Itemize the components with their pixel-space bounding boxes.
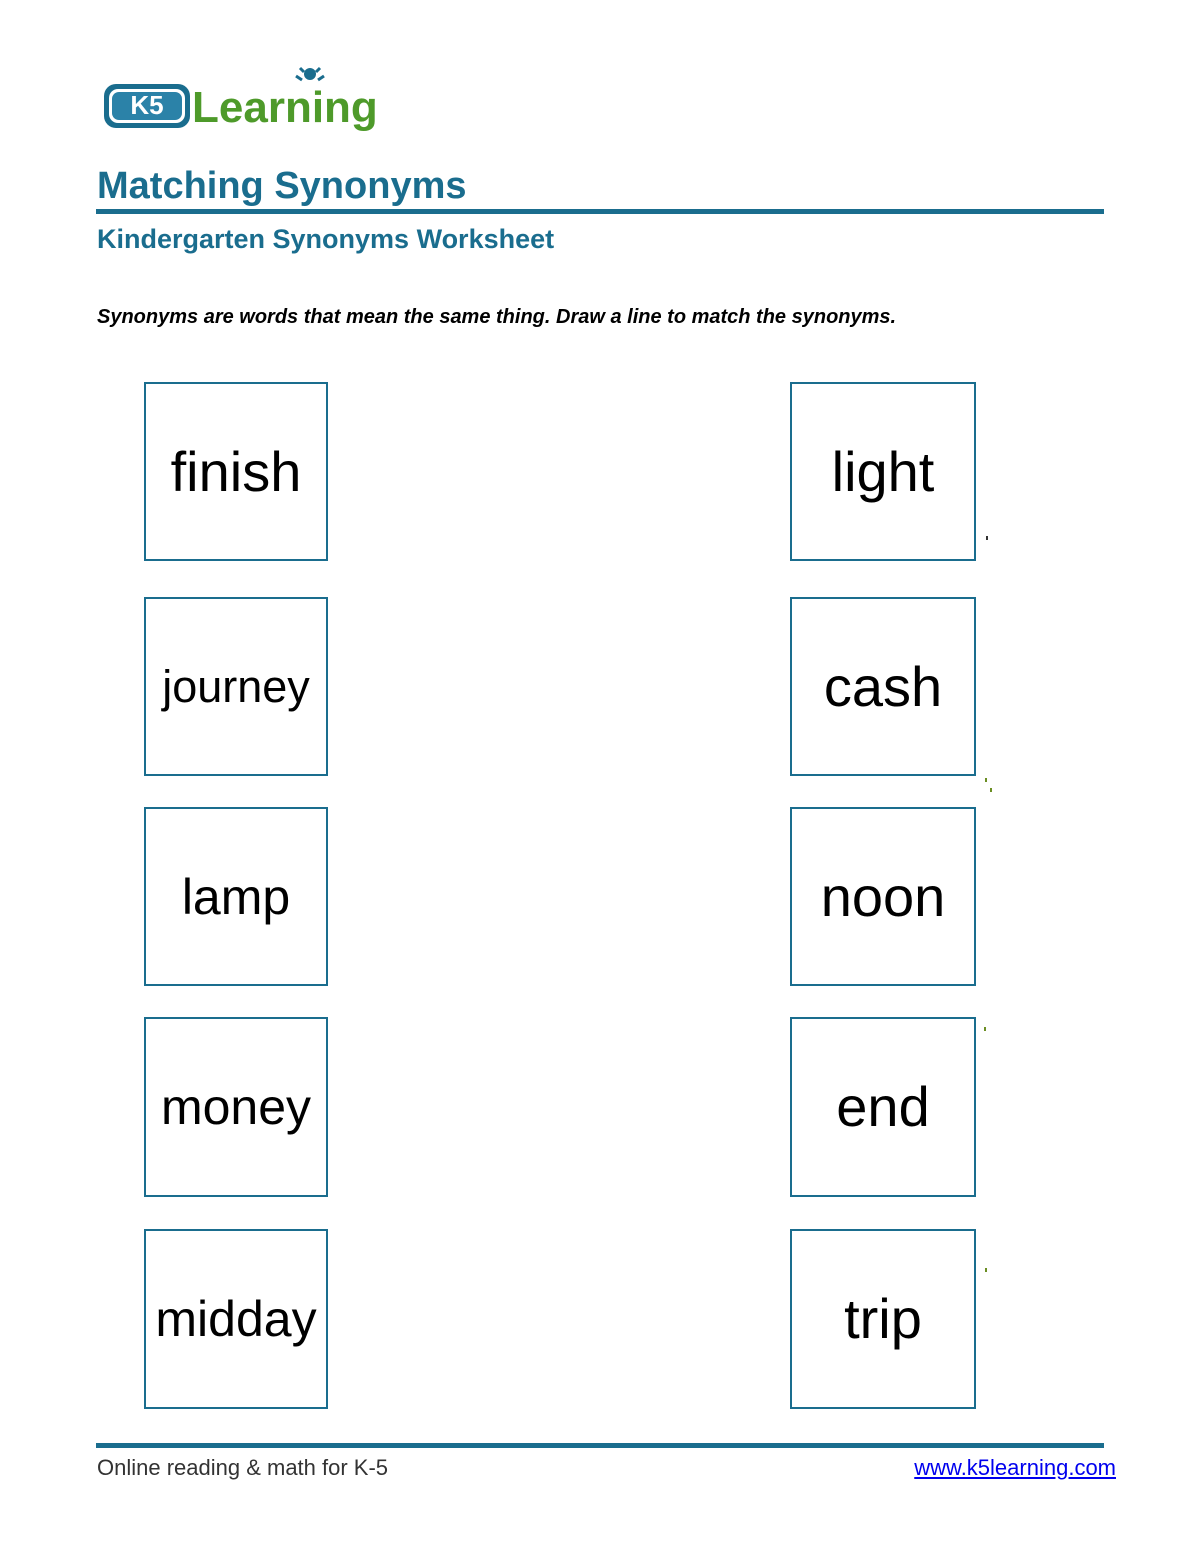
left-word-box (144, 1229, 328, 1409)
left-word-box (144, 597, 328, 776)
right-word-box (790, 807, 976, 986)
instructions-text: Synonyms are words that mean the same thing. Draw a line to match the synonyms. (97, 306, 897, 328)
stray-mark (986, 536, 988, 540)
left-word: finish (170, 439, 302, 503)
stray-mark (984, 1027, 986, 1031)
title-divider (96, 209, 1104, 214)
page-title: Matching Synonyms (97, 165, 467, 207)
right-word-box (790, 382, 976, 561)
right-word: trip (844, 1287, 922, 1350)
logo-mark: K5 (130, 90, 164, 120)
right-word-box (790, 1017, 976, 1197)
left-word-box (144, 807, 328, 986)
logo-word: Learning (192, 83, 378, 132)
footer-divider (96, 1443, 1104, 1448)
right-word: light (831, 439, 935, 503)
right-word: cash (823, 654, 943, 718)
website-link[interactable]: www.k5learning.com (914, 1455, 1116, 1480)
right-word-box (790, 597, 976, 776)
left-word-box (144, 382, 328, 561)
left-word: money (160, 1079, 312, 1135)
right-word: noon (820, 864, 946, 928)
left-word-box (144, 1017, 328, 1197)
stray-mark (990, 788, 992, 792)
page-subtitle: Kindergarten Synonyms Worksheet (97, 224, 555, 254)
left-word: lamp (181, 868, 291, 925)
stray-mark (985, 1268, 987, 1272)
right-word: end (836, 1075, 930, 1138)
footer-tagline: Online reading & math for K-5 (97, 1455, 389, 1480)
k5-learning-logo (100, 62, 385, 140)
stray-mark (985, 778, 987, 782)
left-word: journey (162, 660, 310, 712)
left-word: midday (155, 1291, 317, 1347)
right-word-box (790, 1229, 976, 1409)
